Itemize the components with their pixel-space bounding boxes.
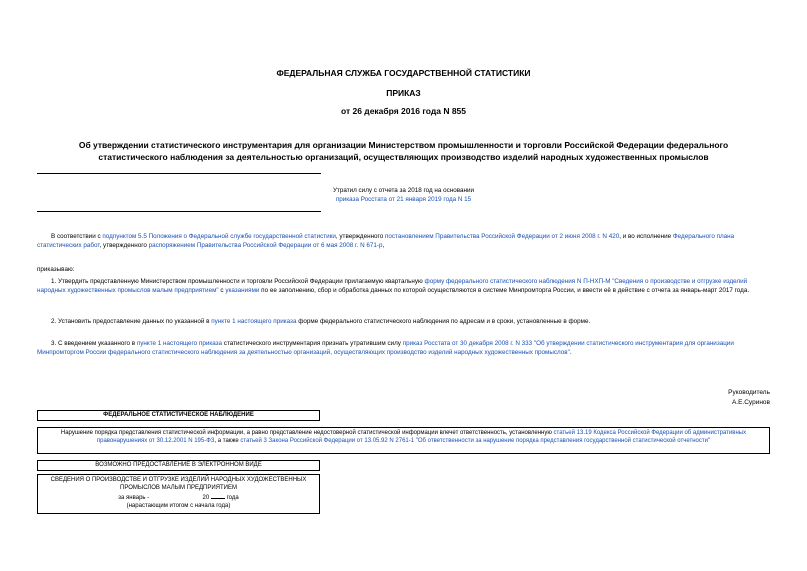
- link-article-13-19[interactable]: статьей 13.19 Кодекса Российской Федерации об административных правонарушениях от 30.12.2001 N 195-ФЗ: [96, 430, 747, 444]
- repeal-note-link[interactable]: приказа Росстата от 21 января 2019 года N 15: [335, 196, 472, 203]
- info-title: СВЕДЕНИЯ О ПРОИЗВОДСТВЕ И ОТГРУЗКЕ ИЗДЕЛИЙ НАРОДНЫХ ХУДОЖЕСТВЕННЫХ ПРОМЫСЛОВ МАЛЫМ ПРЕДПРИЯТИЕМ: [50, 477, 307, 491]
- repeal-note-text: Утратил силу с отчета за 2018 год на основании: [332, 187, 475, 194]
- repeal-note: [250, 186, 557, 204]
- link-subpoint-5-5[interactable]: подпунктом 5.5 Положения о Федеральной службе государственной статистики: [102, 233, 336, 240]
- divider-top: [37, 173, 321, 174]
- divider-bottom: [37, 211, 321, 212]
- link-point-1[interactable]: пункте 1 настоящего приказа: [211, 318, 297, 325]
- year-field[interactable]: [211, 492, 225, 499]
- link-order-671[interactable]: распоряжением Правительства Российской Федерации от 6 мая 2008 г. N 671-р: [148, 242, 383, 249]
- electronic-box: ВОЗМОЖНО ПРЕДОСТАВЛЕНИЕ В ЭЛЕКТРОННОМ ВИДЕ: [37, 460, 320, 471]
- link-resolution-420[interactable]: постановлением Правительства Российской Федерации от 2 июня 2008 г. N 420: [384, 233, 620, 240]
- paragraph-basis: В соответствии с подпунктом 5.5 Положения о Федеральной службе государственной статистики, утвержденного постановлением Правительства Российской Федерации от 2 июня 2008 г. N 420, и во исполнение Федерального плана статистических работ, утвержденного распоряжением Правительства Российской Федерации от 6 мая 2008 г. N 671-р,: [37, 233, 735, 249]
- period-line: за январь - 20 года: [46, 492, 311, 502]
- warning-box: Нарушение порядка представления статистической информации, а равно представление недостоверной статистической информации влечет ответственность, установленную статьей 13.19 Кодекса Российской Федерации об административных правонарушениях от 30.12.2001 N 195-ФЗ, а также статьей 3 Закона Российской Федерации от 13.05.92 N 2761-1 "Об ответственности за нарушение порядка представления государственной статистической отчетности": [37, 427, 770, 454]
- federal-observation-box: ФЕДЕРАЛЬНОЕ СТАТИСТИЧЕСКОЕ НАБЛЮДЕНИЕ: [37, 410, 320, 421]
- link-federal-plan[interactable]: Федерального плана статистических работ: [37, 233, 735, 249]
- link-instructions[interactable]: указаниями: [225, 287, 260, 294]
- prikazyvayu: приказываю:: [37, 266, 75, 273]
- link-point-1-b[interactable]: пункте 1 настоящего приказа: [136, 340, 223, 347]
- signature-role: Руководитель: [728, 389, 770, 396]
- link-article-3[interactable]: статьей 3 Закона Российской Федерации от 13.05.92 N 2761-1 "Об ответственности за нарушение порядка представления государственной статистической отчетности": [240, 438, 711, 444]
- link-order-333[interactable]: приказ Росстата от 30 декабря 2008 г. N 333 "Об утверждении статистического инструментария для организации Минпромторгом России федерального статистического наблюдения за деятельностью организаций, осуществляющих производство изделий народных художественных промыслов": [37, 340, 734, 356]
- org-name: ФЕДЕРАЛЬНАЯ СЛУЖБА ГОСУДАРСТВЕННОЙ СТАТИСТИКИ: [276, 68, 531, 78]
- doc-date: от 26 декабря 2016 года N 855: [340, 106, 467, 116]
- link-form-p-nhp-m[interactable]: форму федерального статистического наблюдения N П-НХП-М "Сведения о производстве и отгрузке изделий народных художественных промыслов малым предприятием": [37, 278, 748, 294]
- signature-name: А.Е.Суринов: [731, 399, 770, 406]
- paragraph-item-1: 1. Утвердить представленную Министерством промышленности и торговли Российской Федерации прилагаемую квартальную форму федерального статистического наблюдения N П-НХП-М "Сведения о производстве и отгрузке изделий народных художественных промыслов малым предприятием" с указаниями по ее заполнению, сбор и обработка данных по которой осуществляются в системе Минпромторга России, и ввести её в действие с отчета за январь-март 2017 года.: [37, 278, 750, 294]
- paragraph-item-3: 3. С введением указанного в пункте 1 настоящего приказа статистического инструментария признать утратившим силу приказ Росстата от 30 декабря 2008 г. N 333 "Об утверждении статистического инструментария для организации Минпромторгом России федерального статистического наблюдения за деятельностью организаций, осуществляющих производство изделий народных художественных промыслов".: [37, 340, 734, 356]
- signature-block: [570, 388, 770, 408]
- cumulative-note: (нарастающим итогом с начала года): [126, 503, 231, 509]
- info-box: [37, 474, 320, 514]
- doc-type: ПРИКАЗ: [386, 88, 421, 98]
- doc-title: Об утверждении статистического инструментария для организации Министерством промышленности и торговли Российской Федерации федерального статистического наблюдения за деятельностью организаций, осуществляющих производство изделий народных художественных промыслов: [78, 140, 729, 162]
- paragraph-item-2: 2. Установить предоставление данных по указанной в пункте 1 настоящего приказа форме федерального статистического наблюдения по адресам и в сроки, установленные в форме.: [51, 318, 591, 325]
